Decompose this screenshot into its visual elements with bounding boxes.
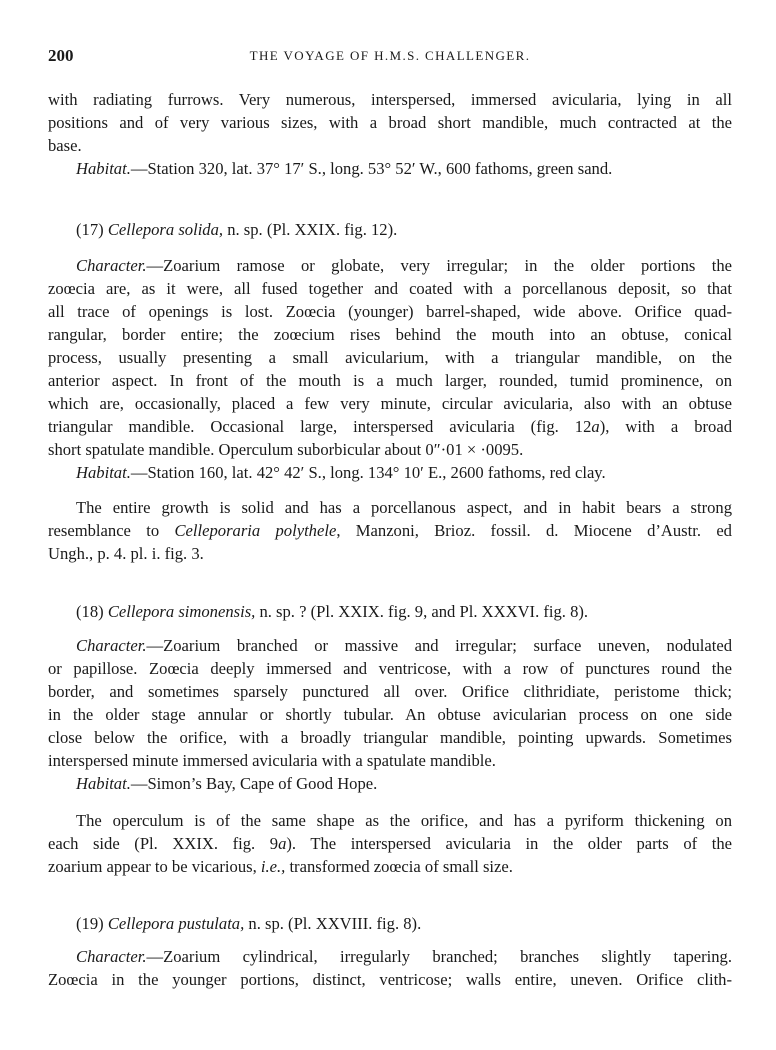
text-line: short spatulate mandible. Operculum suborbicular about 0″·01 × ·0095. — [48, 440, 524, 459]
species-number: (18) — [76, 602, 104, 621]
species-18-heading — [48, 600, 732, 623]
species-name: Cellepora solida, — [107, 220, 224, 239]
character-line — [48, 945, 732, 968]
habitat-label: Habitat. — [76, 774, 131, 793]
remark-line: The entire growth is solid and has a porcellanous aspect, and in habit bears a strong — [76, 498, 732, 517]
species-number: (19) — [76, 914, 104, 933]
italic-span: Celleporaria polythele — [174, 521, 337, 540]
italic-span: i.e., — [260, 857, 286, 876]
text-line: close below the orifice, with a broadly triangular mandible, pointing upwards. Sometimes — [48, 728, 732, 747]
text-line: or papillose. Zoœcia deeply immersed and ventricose, with a row of punctures round the — [48, 659, 732, 678]
text-line: border, and sometimes sparsely punctured all over. Orifice clithridiate, peristome thick; — [48, 682, 732, 701]
text-line: in the older stage annular or shortly tubular. An obtuse avicularian process on one side — [48, 705, 732, 724]
character-text: —Zoarium ramose or globate, very irregular; in the older portions the — [146, 256, 732, 275]
remark-line: The operculum is of the same shape as the orifice, and has a pyriform thickening on — [76, 811, 732, 830]
text-span: resemblance to — [48, 521, 175, 540]
page-header — [48, 46, 732, 70]
remark-line — [48, 855, 732, 878]
remark-line: Ungh., p. 4. pl. i. fig. 3. — [48, 544, 204, 563]
species-17-heading — [48, 218, 732, 241]
habitat-line — [48, 461, 732, 484]
species-17-section — [48, 218, 732, 565]
text-span: zoarium appear to be vicarious, — [48, 857, 261, 876]
character-label: Character. — [76, 947, 147, 966]
text-line: Zoœcia in the younger portions, distinct, ventricose; walls entire, uneven. Orifice clith- — [48, 970, 732, 989]
page-number: 200 — [48, 46, 74, 65]
text-span: triangular mandible. Occasional large, interspersed avicularia (fig. 12 — [48, 417, 592, 436]
species-19-heading — [48, 912, 732, 935]
habitat-line — [48, 772, 732, 795]
italic-span: a — [591, 417, 600, 436]
habitat-label: Habitat. — [76, 159, 131, 178]
text-span: ), with a broad — [599, 417, 732, 436]
character-label: Character. — [76, 256, 147, 275]
habitat-line — [48, 157, 732, 180]
text-line: positions and of very various sizes, with a broad short mandible, much contracted at the — [48, 113, 732, 132]
species-name: Cellepora pustulata, — [107, 914, 245, 933]
text-span: ). The interspersed avicularia in the older parts of the — [286, 834, 732, 853]
text-line: process, usually presenting a small avicularium, with a triangular mandible, on the — [48, 348, 732, 367]
species-number: (17) — [76, 220, 104, 239]
text-line — [48, 415, 732, 438]
italic-span: a — [278, 834, 287, 853]
remark-line — [48, 832, 732, 855]
text-line: all trace of openings is lost. Zoœcia (younger) barrel-shaped, wide above. Orifice quad- — [48, 302, 732, 321]
character-text: —Zoarium branched or massive and irregular; surface uneven, nodulated — [146, 636, 732, 655]
habitat-label: Habitat. — [76, 463, 131, 482]
text-line: rangular, border entire; the zoœcium rises behind the mouth into an obtuse, conical — [48, 325, 732, 344]
text-span: each side (Pl. XXIX. fig. 9 — [48, 834, 279, 853]
character-text: —Zoarium cylindrical, irregularly branched; branches slightly tapering. — [146, 947, 732, 966]
species-name: Cellepora simonensis, — [107, 602, 256, 621]
species-18-section — [48, 600, 732, 878]
text-line: interspersed minute immersed avicularia with a spatulate mandible. — [48, 751, 496, 770]
text-line: anterior aspect. In front of the mouth is a much larger, rounded, tumid prominence, on — [48, 371, 732, 390]
habitat-text: —Station 320, lat. 37° 17′ S., long. 53° 52′ W., 600 fathoms, green sand. — [130, 159, 613, 178]
text-span: transformed zoœcia of small size. — [285, 857, 513, 876]
character-line — [48, 254, 732, 277]
character-label: Character. — [76, 636, 147, 655]
plate-reference: n. sp. (Pl. XXVIII. fig. 8). — [244, 914, 422, 933]
text-line: which are, occasionally, placed a few very minute, circular avicularia, also with an obtuse — [48, 394, 732, 413]
character-line — [48, 634, 732, 657]
species-19-section — [48, 912, 732, 991]
plate-reference: n. sp. (Pl. XXIX. fig. 12). — [223, 220, 398, 239]
text-line: base. — [48, 136, 82, 155]
habitat-text: —Station 160, lat. 42° 42′ S., long. 134° 10′ E., 2600 fathoms, red clay. — [130, 463, 606, 482]
text-line: zoœcia are, as it were, all fused together and coated with a porcellanous deposit, so that — [48, 279, 732, 298]
text-span: , Manzoni, Brioz. fossil. d. Miocene d’Austr. ed — [336, 521, 732, 540]
remark-line — [48, 519, 732, 542]
intro-paragraph — [48, 88, 732, 180]
plate-reference: n. sp. ? (Pl. XXIX. fig. 9, and Pl. XXXVI. fig. 8). — [255, 602, 589, 621]
running-title: THE VOYAGE OF H.M.S. CHALLENGER. — [249, 48, 531, 63]
text-line: with radiating furrows. Very numerous, interspersed, immersed avicularia, lying in all — [48, 90, 732, 109]
habitat-text: —Simon’s Bay, Cape of Good Hope. — [130, 774, 378, 793]
